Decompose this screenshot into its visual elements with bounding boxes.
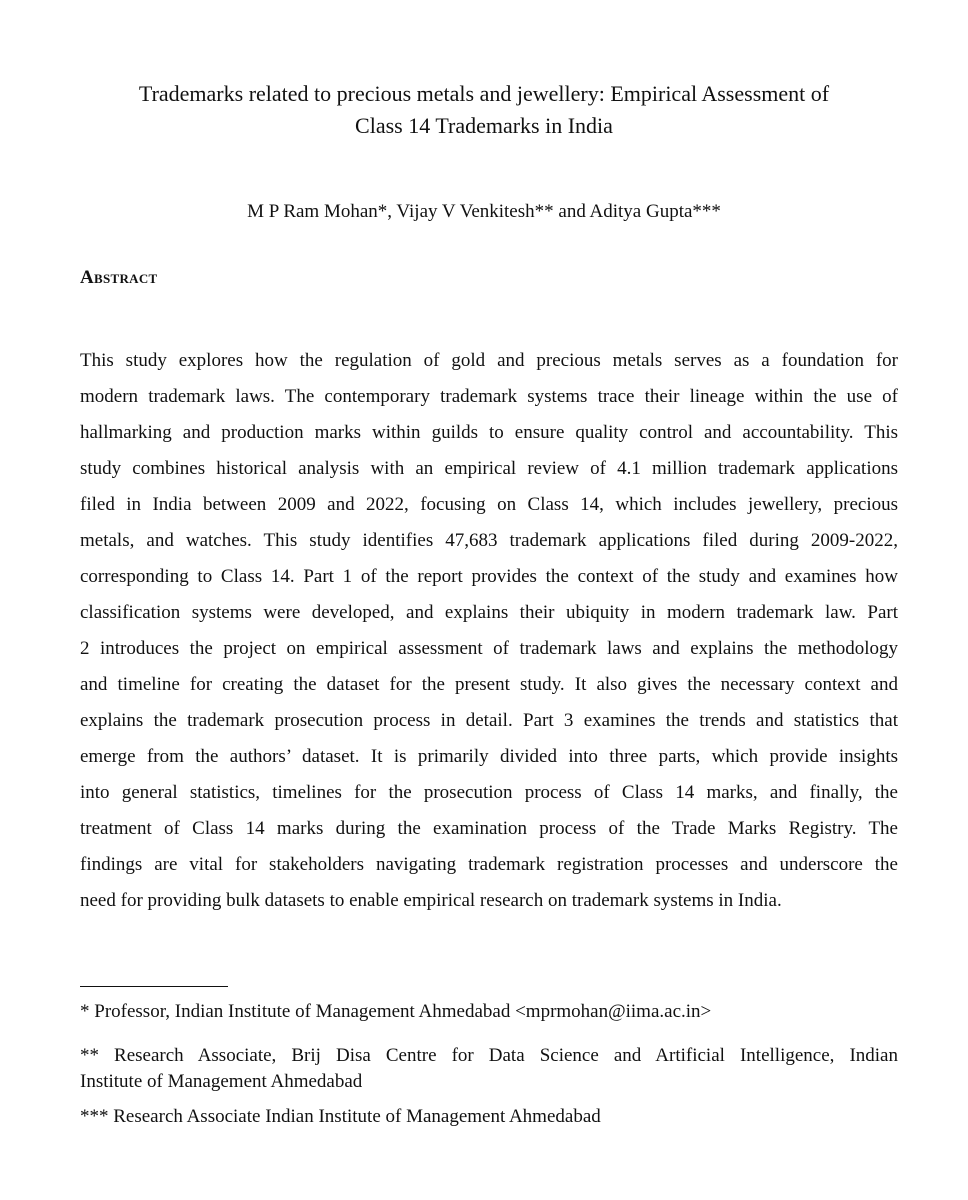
abstract-line: 2 introduces the project on empirical assessment of trademark laws and explains the methodology — [80, 638, 898, 659]
abstract-line: This study explores how the regulation of gold and precious metals serves as a foundation for — [80, 350, 898, 371]
paper-title-line-2: Class 14 Trademarks in India — [355, 113, 613, 138]
footnote-separator — [80, 986, 228, 987]
paper-title — [60, 78, 908, 142]
abstract-line: and timeline for creating the dataset for the present study. It also gives the necessary context and — [80, 674, 898, 695]
abstract-line: study combines historical analysis with an empirical review of 4.1 million trademark applications — [80, 458, 898, 479]
abstract-line: emerge from the authors’ dataset. It is primarily divided into three parts, which provide insights — [80, 746, 898, 767]
abstract-line: modern trademark laws. The contemporary trademark systems trace their lineage within the use of — [80, 386, 898, 407]
author-list: M P Ram Mohan*, Vijay V Venkitesh** and Aditya Gupta*** — [247, 201, 721, 222]
abstract-line: corresponding to Class 14. Part 1 of the report provides the context of the study and examines how — [80, 566, 898, 587]
footnote-line: *** Research Associate Indian Institute of Management Ahmedabad — [80, 1106, 601, 1127]
abstract-line: into general statistics, timelines for the prosecution process of Class 14 marks, and finally, the — [80, 782, 898, 803]
footnote-line: Institute of Management Ahmedabad — [80, 1071, 363, 1092]
footnote-3 — [80, 1104, 898, 1130]
abstract-line: classification systems were developed, and explains their ubiquity in modern trademark law. Part — [80, 602, 898, 623]
footnote-line: ** Research Associate, Brij Disa Centre for Data Science and Artificial Intelligence, Indian — [80, 1045, 898, 1066]
abstract-line: metals, and watches. This study identifies 47,683 trademark applications filed during 2009-2022, — [80, 530, 898, 551]
abstract-line: treatment of Class 14 marks during the examination process of the Trade Marks Registry. The — [80, 818, 898, 839]
abstract-heading: Abstract — [80, 267, 158, 288]
abstract-line: explains the trademark prosecution process in detail. Part 3 examines the trends and statistics that — [80, 710, 898, 731]
footnote-line: * Professor, Indian Institute of Management Ahmedabad <mprmohan@iima.ac.in> — [80, 1001, 712, 1022]
abstract-line: filed in India between 2009 and 2022, focusing on Class 14, which includes jewellery, precious — [80, 494, 898, 515]
footnote-2 — [80, 1043, 898, 1095]
abstract-line: hallmarking and production marks within guilds to ensure quality control and accountability. This — [80, 422, 898, 443]
abstract-line: need for providing bulk datasets to enable empirical research on trademark systems in India. — [80, 890, 782, 911]
abstract-line: findings are vital for stakeholders navigating trademark registration processes and underscore the — [80, 854, 898, 875]
footnote-1 — [80, 999, 898, 1025]
paper-title-line-1: Trademarks related to precious metals and jewellery: Empirical Assessment of — [138, 81, 830, 106]
abstract-body — [80, 343, 898, 919]
